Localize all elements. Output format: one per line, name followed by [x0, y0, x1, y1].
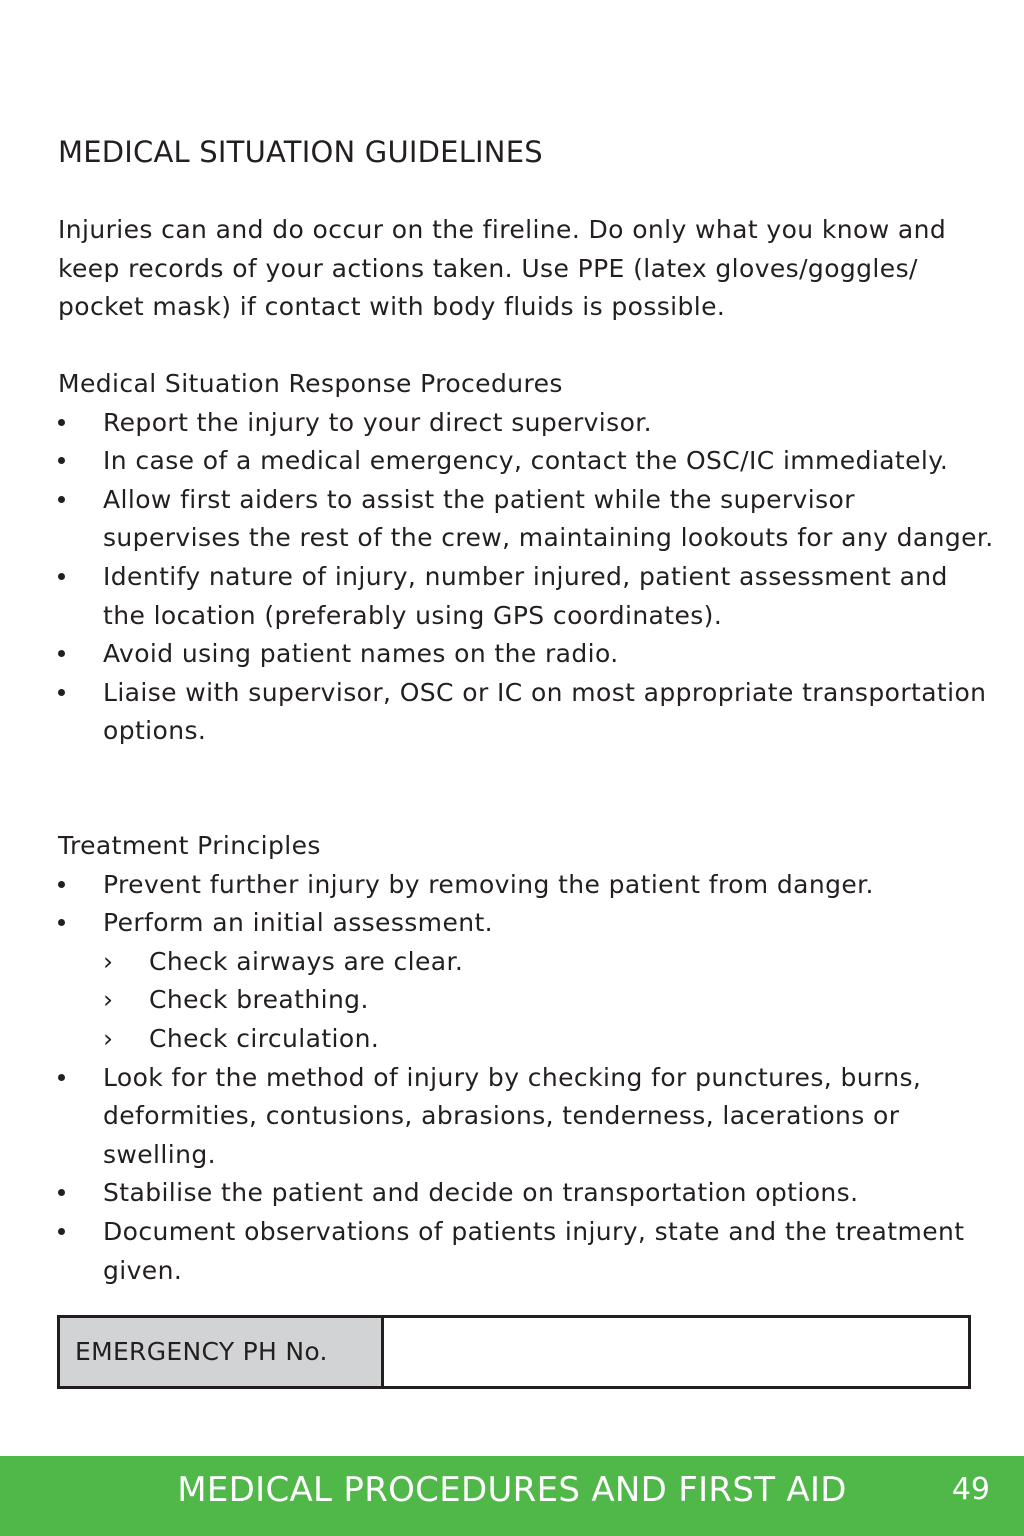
bullet-dot-icon	[58, 419, 65, 426]
treatment-principles-list	[58, 866, 998, 1291]
chevron-right-icon: ›	[103, 946, 114, 976]
treatment-principles-heading: Treatment Principles	[58, 831, 321, 860]
list-item-text: Avoid using patient names on the radio.	[103, 639, 619, 669]
list-item-text: Allow first aiders to assist the patient while the supervisor supervises the rest of the crew, maintaining lookouts for any danger.	[103, 484, 994, 553]
list-item-text: Liaise with supervisor, OSC or IC on most appropriate transportation options.	[103, 677, 987, 746]
response-procedures-section	[58, 365, 998, 751]
list-item	[58, 481, 998, 558]
page-number: 49	[951, 1472, 990, 1507]
sub-list-item-text: Check circulation.	[149, 1023, 380, 1053]
list-item	[58, 558, 998, 635]
bullet-dot-icon	[58, 689, 65, 696]
list-item-text: Look for the method of injury by checking for punctures, burns, deformities, contusions, abrasions, tenderness, lacerations or swelling.	[103, 1062, 922, 1169]
response-procedures-heading: Medical Situation Response Procedures	[58, 369, 563, 398]
bullet-dot-icon	[58, 496, 65, 503]
chevron-right-icon: ›	[103, 1023, 114, 1053]
emergency-phone-box	[57, 1315, 971, 1389]
list-item-text: Perform an initial assessment.	[103, 908, 494, 938]
bullet-dot-icon	[58, 881, 65, 888]
list-item	[58, 442, 998, 481]
emergency-phone-field[interactable]	[384, 1318, 968, 1386]
list-item-text: Identify nature of injury, number injured, patient assessment and the location (preferably using GPS coordinates).	[103, 561, 948, 630]
bullet-dot-icon	[58, 1074, 65, 1081]
assessment-sublist	[103, 943, 998, 1059]
footer-section-title: MEDICAL PROCEDURES AND FIRST AID	[177, 1470, 847, 1510]
list-item-text: Report the injury to your direct supervisor.	[103, 407, 653, 437]
list-item	[58, 1174, 998, 1213]
list-item-text: In case of a medical emergency, contact the OSC/IC immediately.	[103, 446, 949, 476]
list-item	[58, 1213, 998, 1290]
sub-list-item	[103, 981, 998, 1020]
list-item	[58, 866, 998, 905]
page-title: MEDICAL SITUATION GUIDELINES	[58, 135, 543, 169]
sub-list-item-text: Check airways are clear.	[149, 946, 464, 976]
bullet-dot-icon	[58, 457, 65, 464]
sub-list-item	[103, 943, 998, 982]
bullet-dot-icon	[58, 1228, 65, 1235]
list-item	[58, 904, 998, 1058]
sub-list-item-text: Check breathing.	[149, 985, 369, 1015]
chevron-right-icon: ›	[103, 985, 114, 1015]
emergency-phone-label: EMERGENCY PH No.	[60, 1318, 384, 1386]
list-item-text: Document observations of patients injury, state and the treatment given.	[103, 1216, 965, 1285]
list-item-text: Stabilise the patient and decide on transportation options.	[103, 1178, 859, 1208]
list-item-text: Prevent further injury by removing the patient from danger.	[103, 869, 874, 899]
treatment-principles-section	[58, 827, 998, 1290]
intro-paragraph: Injuries can and do occur on the fireline. Do only what you know and keep records of your actions taken. Use PPE (latex gloves/goggles/ pocket mask) if contact with body fluids is possible.	[58, 215, 947, 322]
bullet-dot-icon	[58, 1189, 65, 1196]
list-item	[58, 404, 998, 443]
bullet-dot-icon	[58, 573, 65, 580]
list-item	[58, 1059, 998, 1175]
sub-list-item	[103, 1020, 998, 1059]
list-item	[58, 674, 998, 751]
bullet-dot-icon	[58, 919, 65, 926]
list-item	[58, 635, 998, 674]
response-procedures-list	[58, 404, 998, 751]
bullet-dot-icon	[58, 650, 65, 657]
